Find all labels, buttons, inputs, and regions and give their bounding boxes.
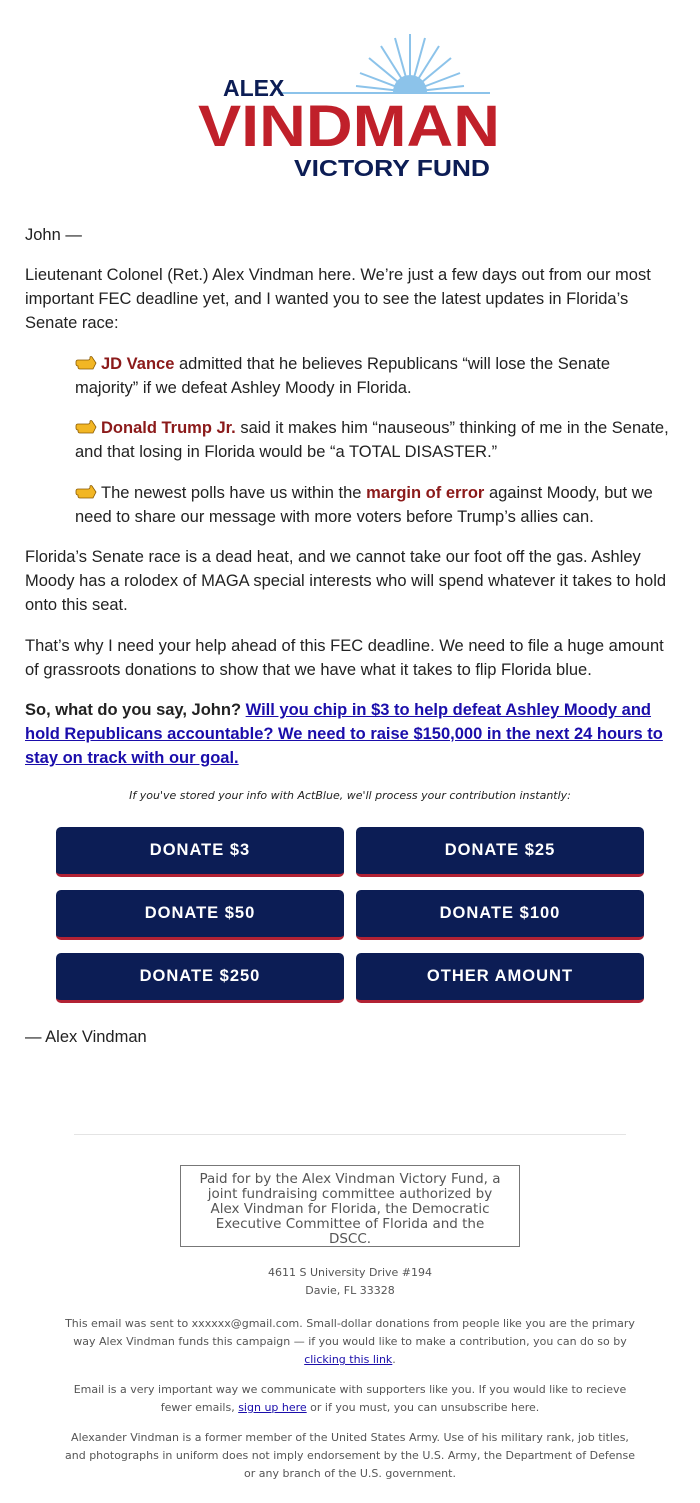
donate-50-button[interactable]: DONATE $50 xyxy=(56,890,344,940)
bullet-item xyxy=(75,352,675,400)
sent-to-end: . xyxy=(392,1353,396,1366)
logo-line1: ALEX xyxy=(223,75,285,101)
bullet-highlight: margin of error xyxy=(366,484,485,502)
pointing-hand-icon xyxy=(75,418,97,434)
donate-100-button[interactable]: DONATE $100 xyxy=(356,890,644,940)
bullet-highlight: JD Vance xyxy=(101,355,175,373)
address-line2: Davie, FL 33328 xyxy=(305,1284,395,1297)
sunrise-logo-icon xyxy=(190,28,510,188)
bullet-highlight: Donald Trump Jr. xyxy=(101,419,236,437)
mailing-address xyxy=(60,1264,640,1300)
body-paragraph: That’s why I need your help ahead of this FEC deadline. We need to file a huge amount of grassroots donations to show that we have what it takes to flip Florida blue. xyxy=(25,637,664,679)
bullet-item xyxy=(75,416,675,464)
email-preferences xyxy=(60,1381,640,1417)
contribute-link[interactable]: clicking this link xyxy=(304,1353,393,1366)
footer-divider xyxy=(74,1134,626,1135)
ask-paragraph xyxy=(25,698,675,770)
bullet-text: said it makes him “nauseous” thinking of me in the Senate, and that losing in Florida would be “a TOTAL DISASTER.” xyxy=(75,419,669,461)
signature: — Alex Vindman xyxy=(25,1028,147,1046)
campaign-logo xyxy=(0,0,700,200)
bullet-item xyxy=(75,481,675,529)
bullet-pre: The newest polls have us within the xyxy=(101,484,367,502)
paid-for-disclaimer: Paid for by the Alex Vindman Victory Fund, a joint fundraising committee authorized by Alex Vindman for Florida, the Democratic Executive Committee of Florida and the DSCC. xyxy=(180,1165,520,1247)
logo-line2: VINDMAN xyxy=(198,94,500,159)
body-paragraph: Florida’s Senate race is a dead heat, and we cannot take our foot off the gas. Ashley Moody has a rolodex of MAGA special interests who will spend whatever it takes to hold onto this seat. xyxy=(25,548,667,614)
pointing-hand-icon xyxy=(75,483,97,499)
email-pref-text: Email is a very important way we communicate with supporters like you. If you would like to recieve fewer emails, xyxy=(73,1383,627,1414)
donate-250-button[interactable]: DONATE $250 xyxy=(56,953,344,1003)
actblue-note: If you've stored your info with ActBlue, we'll process your contribution instantly: xyxy=(129,789,571,802)
military-disclaimer: Alexander Vindman is a former member of the United States Army. Use of his military rank, job titles, and photographs in uniform does not imply endorsement by the U.S. Army, the Department of Defense or any branch of the U.S. government. xyxy=(65,1431,635,1480)
bullet-text: against Moody, but we need to share our message with more voters before Trump’s allies can. xyxy=(75,484,653,526)
bullet-text: admitted that he believes Republicans “will lose the Senate majority” if we defeat Ashley Moody in Florida. xyxy=(75,355,611,397)
greeting: John — xyxy=(25,226,82,244)
sign-up-link[interactable]: sign up here xyxy=(238,1401,307,1414)
sent-to-notice xyxy=(60,1315,640,1369)
intro-paragraph: Lieutenant Colonel (Ret.) Alex Vindman here. We’re just a few days out from our most important FEC deadline yet, and I wanted you to see the latest updates in Florida’s Senate race: xyxy=(25,266,651,332)
pointing-hand-icon xyxy=(75,354,97,370)
logo-line3: VICTORY FUND xyxy=(294,155,490,181)
donate-3-button[interactable]: DONATE $3 xyxy=(56,827,344,877)
email-pref-end: or if you must, you can unsubscribe here. xyxy=(306,1401,540,1414)
donate-25-button[interactable]: DONATE $25 xyxy=(356,827,644,877)
address-line1: 4611 S University Drive #194 xyxy=(268,1266,432,1279)
donate-link[interactable]: Will you chip in $3 to help defeat Ashley Moody and hold Republicans accountable? We need to raise $150,000 in the next 24 hours to stay on track with our goal. xyxy=(25,701,663,767)
sent-to-text: This email was sent to xxxxxx@gmail.com. Small-dollar donations from people like you are the primary way Alex Vindman funds this campaign — if you would like to make a contribution, you can do so by xyxy=(65,1317,635,1348)
other-amount-button[interactable]: OTHER AMOUNT xyxy=(356,953,644,1003)
ask-lead: So, what do you say, John? xyxy=(25,701,246,719)
